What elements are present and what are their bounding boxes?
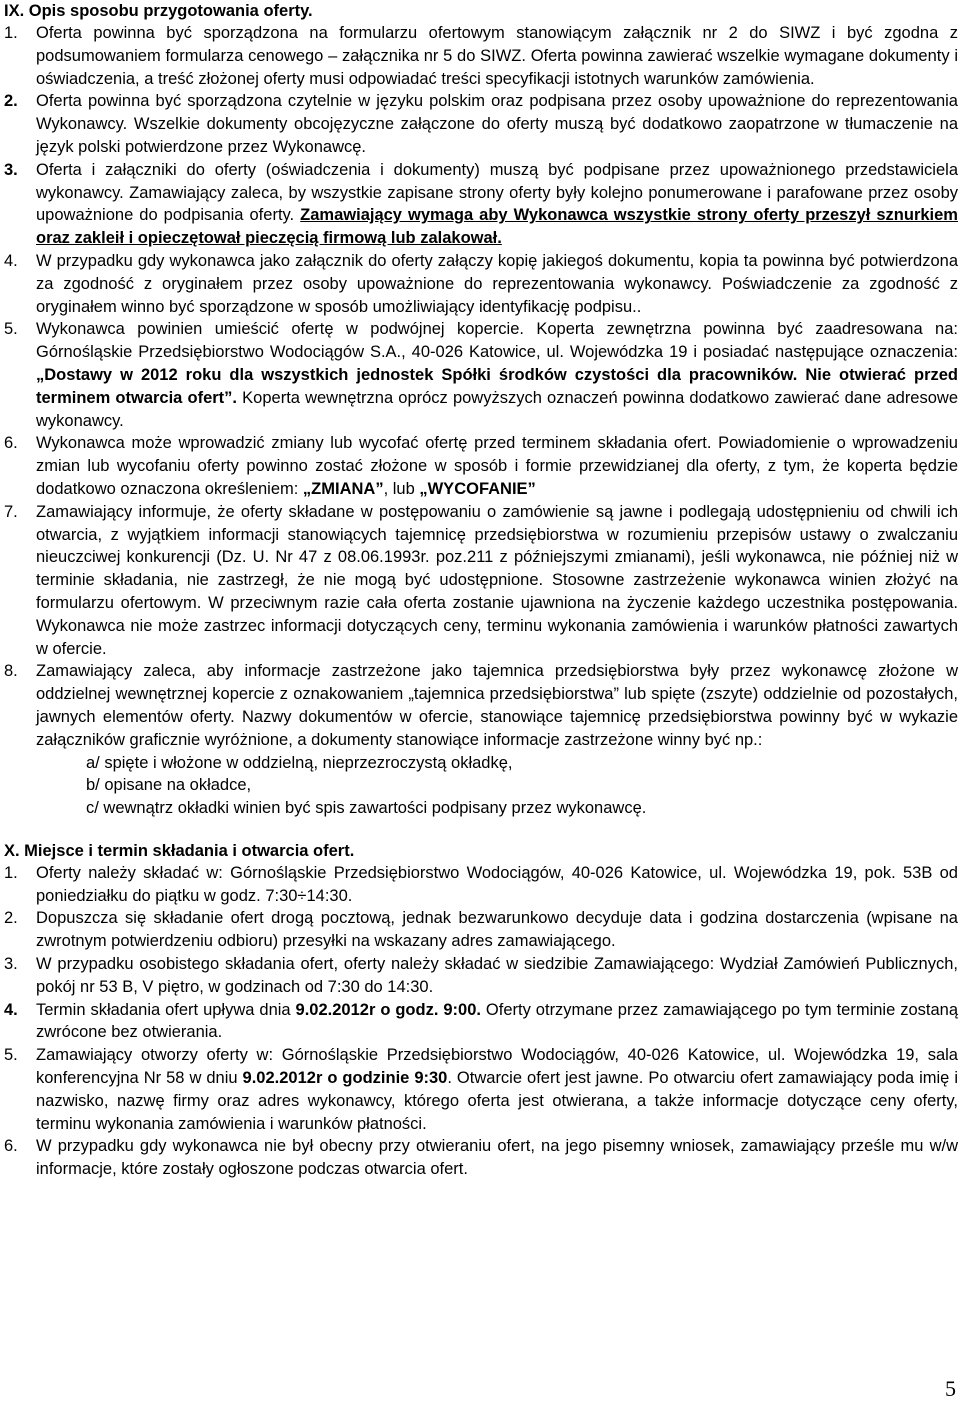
item-number: 6. bbox=[4, 1137, 18, 1156]
text-segment: „Dostawy w 2012 roku dla wszystkich jednostek Spółki środków czystości dla pracowników. Nie otwierać przed terminem otwarcia ofert”. bbox=[36, 365, 958, 407]
item-number: 1. bbox=[4, 24, 18, 42]
item-text bbox=[36, 432, 958, 500]
item-number: 2. bbox=[4, 92, 18, 111]
text-segment: Oferta powinna być sporządzona czytelnie w języku polskim oraz podpisana przez osoby upoważnione do reprezentowania Wykonawcy. Wszelkie dokumenty obcojęzyczne załączone do oferty muszą być dodatkowo zaopatrzone w tłumaczenie na język polski potwierdzone przez Wykonawcę. bbox=[36, 92, 958, 156]
item-text bbox=[36, 660, 958, 820]
section-heading: X. Miejsce i termin składania i otwarcia ofert. bbox=[4, 841, 355, 860]
text-segment: Zamawiający otworzy oferty w: Górnośląskie Przedsiębiorstwo Wodociągów, 40-026 Katowice, ul. Wojewódzka 19, sala konferencyjna Nr 58 w dniu bbox=[36, 1046, 958, 1088]
list-item bbox=[4, 660, 958, 820]
list-item bbox=[4, 907, 958, 953]
item-number: 1. bbox=[4, 863, 18, 882]
section-heading: IX. Opis sposobu przygotowania oferty. bbox=[4, 2, 313, 20]
list-item bbox=[4, 159, 958, 250]
text-segment: Zamawiający informuje, że oferty składane w postępowaniu o zamówienie są jawne i podlegają udostępnieniu od chwili ich otwarcia, z wyjątkiem informacji stanowiących tajemnicę przedsiębiorstwa w rozumieniu przepisów ustawy o zwalczaniu nieuczciwej konkurencji (Dz. U. Nr 47 z 08.06.1993r. poz.211 z późniejszymi zmianami), jeśli wykonawca, nie później niż w terminie składania, nie zastrzegł, że nie mogą być udostępnione. Stosowne zastrzeżenie wykonawca winien złożyć na formularzu ofertowym. W przeciwnym razie cała oferta zostanie ujawniona na życzenie każdego uczestnika postępowania. Wykonawca nie może zastrzec informacji dotyczących ceny, terminu wykonania zamówienia i warunków płatności zawartych w ofercie. bbox=[36, 502, 958, 658]
sub-list-item: b/ opisane na okładce, bbox=[86, 776, 252, 795]
list-item bbox=[4, 1044, 958, 1135]
list-item bbox=[4, 1135, 958, 1181]
text-segment: „ZMIANA” bbox=[302, 479, 384, 498]
text-segment: Oferta i załączniki do oferty (oświadczenia i dokumenty) muszą być podpisane przez upoważnionego przedstawiciela wykonawcy. Zamawiający zaleca, by wszystkie zapisane strony oferty były kolejno ponumerowane i parafowane przez osoby upoważnione do podpisania oferty. bbox=[36, 160, 958, 225]
list-item bbox=[4, 90, 958, 158]
item-text bbox=[36, 862, 958, 908]
item-number: 5. bbox=[4, 1046, 18, 1065]
text-segment: „WYCOFANIE” bbox=[419, 479, 536, 498]
item-number: 2. bbox=[4, 909, 18, 928]
item-text bbox=[36, 907, 958, 953]
item-text bbox=[36, 999, 958, 1045]
item-text bbox=[36, 1135, 958, 1181]
item-number: 3. bbox=[4, 160, 18, 179]
section bbox=[4, 0, 958, 820]
item-text bbox=[36, 953, 958, 999]
text-segment: Oferta powinna być sporządzona na formularzu ofertowym stanowiącym załącznik nr 2 do SIWZ i być zgodna z podsumowaniem formularza cenowego – załącznika nr 5 do SIWZ. Oferta powinna zawierać wszelkie wymagane dokumenty i oświadczenia, a treść złożonej oferty musi odpowiadać treści specyfikacji istotnych warunków zamówienia. bbox=[36, 24, 958, 88]
item-text bbox=[36, 250, 958, 318]
sections-container bbox=[4, 0, 958, 1181]
list-item bbox=[4, 318, 958, 432]
item-text bbox=[36, 501, 958, 661]
list-item bbox=[4, 862, 958, 908]
list-item bbox=[4, 953, 958, 999]
text-segment: Zamawiający wymaga aby Wykonawca wszystkie strony oferty przeszył sznurkiem oraz zakleił i opieczętował pieczęcią firmową lub zalakował. bbox=[36, 206, 958, 248]
text-segment: W przypadku gdy wykonawca nie był obecny przy otwieraniu ofert, na jego pisemny wniosek, zamawiający prześle mu w/w informacje, które zostały ogłoszone podczas otwarcia ofert. bbox=[36, 1137, 958, 1179]
list-item bbox=[4, 22, 958, 90]
item-number: 4. bbox=[4, 1000, 18, 1019]
item-number: 4. bbox=[4, 251, 18, 270]
item-text bbox=[36, 22, 958, 90]
text-segment: Zamawiający zaleca, aby informacje zastrzeżone jako tajemnica przedsiębiorstwa były przez wykonawcę złożone w oddzielnej wewnętrznej kopercie z oznakowaniem „tajemnica przedsiębiorstwa” lub spięte (zszyte) oddzielnie od pozostałych, jawnych elementów oferty. Nazwy dokumentów w ofercie, stanowiące tajemnicę przedsiębiorstwa powinny być w wykazie załączników graficznie wyróżnione, a dokumenty stanowiące informacje zastrzeżone winny być np.: bbox=[36, 662, 958, 749]
text-segment: Termin składania ofert upływa dnia bbox=[36, 1000, 296, 1019]
text-segment: 9.02.2012r o godzinie 9:30 bbox=[242, 1069, 448, 1088]
text-segment: Oferty należy składać w: Górnośląskie Przedsiębiorstwo Wodociągów, 40-026 Katowice, ul. Wojewódzka 19, pok. 53B od poniedziałku do piątku w godz. 7:30÷14:30. bbox=[36, 863, 958, 905]
document-page bbox=[4, 0, 958, 1181]
item-text bbox=[36, 90, 958, 158]
text-segment: . Otwarcie ofert jest jawne. Po otwarciu ofert zamawiający poda imię i nazwisko, nazwę firmy oraz adres wykonawcy, którego oferta jest otwierana, a także informacje dotyczące ceny oferty, terminu wykonania zamówienia i warunków płatności. bbox=[36, 1069, 958, 1133]
text-segment: Koperta wewnętrzna oprócz powyższych oznaczeń powinna dodatkowo zawierać dane adresowe wykonawcy. bbox=[36, 388, 959, 430]
item-text bbox=[36, 318, 958, 432]
item-text bbox=[36, 1044, 958, 1135]
section bbox=[4, 840, 958, 1181]
page-number: 5 bbox=[945, 1376, 956, 1401]
list-item bbox=[4, 999, 958, 1045]
sub-list-item: a/ spięte i włożone w oddzielną, nieprzezroczystą okładkę, bbox=[86, 753, 513, 772]
text-segment: Wykonawca powinien umieścić ofertę w podwójnej kopercie. Koperta zewnętrzna powinna być zaadresowana na: Górnośląskie Przedsiębiorstwo Wodociągów S.A., 40-026 Katowice, ul. Wojewódzka 19 i posiadać następujące oznaczenia: bbox=[36, 320, 958, 362]
item-number: 3. bbox=[4, 955, 18, 974]
text-segment: W przypadku gdy wykonawca jako załącznik do oferty załączy kopię jakiegoś dokumentu, kopia ta powinna być potwierdzona za zgodność z oryginałem przez osoby upoważnione do reprezentowania wykonawcy. Poświadczenie za zgodność z oryginałem winno być sporządzone w sposób umożliwiający identyfikację podpisu.. bbox=[36, 251, 958, 316]
item-number: 6. bbox=[4, 434, 18, 453]
list-item bbox=[4, 501, 958, 661]
text-segment: W przypadku osobistego składania ofert, oferty należy składać w siedzibie Zamawiającego: Wydział Zamówień Publicznych, pokój nr 53 B, V piętro, w godzinach od 7:30 do 14:30. bbox=[36, 955, 958, 996]
item-number: 8. bbox=[4, 662, 18, 681]
text-segment: 9.02.2012r o godz. 9:00. bbox=[295, 1000, 481, 1019]
text-segment: Dopuszcza się składanie ofert drogą pocztową, jednak bezwarunkowo decyduje data i godzina dostarczenia (wpisane na zwrotnym potwierdzeniu odbioru) przesyłki na wskazany adres zamawiającego. bbox=[36, 909, 958, 951]
list-item bbox=[4, 432, 958, 500]
text-segment: Oferty otrzymane przez zamawiającego po tym terminie zostaną zwrócone bez otwierania. bbox=[36, 1000, 959, 1042]
item-text bbox=[36, 159, 958, 250]
item-number: 7. bbox=[4, 502, 18, 521]
sub-list bbox=[36, 752, 958, 820]
sub-list-item: c/ wewnątrz okładki winien być spis zawartości podpisany przez wykonawcę. bbox=[86, 799, 647, 818]
text-segment: , lub bbox=[383, 479, 420, 498]
list-item bbox=[4, 250, 958, 318]
item-number: 5. bbox=[4, 320, 18, 339]
text-segment: Wykonawca może wprowadzić zmiany lub wycofać ofertę przed terminem składania ofert. Powiadomienie o wprowadzeniu zmian lub wycofaniu oferty powinno zostać złożone w sposób i formie przewidzianej dla oferty, z tym, że koperta będzie dodatkowo oznaczona określeniem: bbox=[36, 434, 958, 498]
